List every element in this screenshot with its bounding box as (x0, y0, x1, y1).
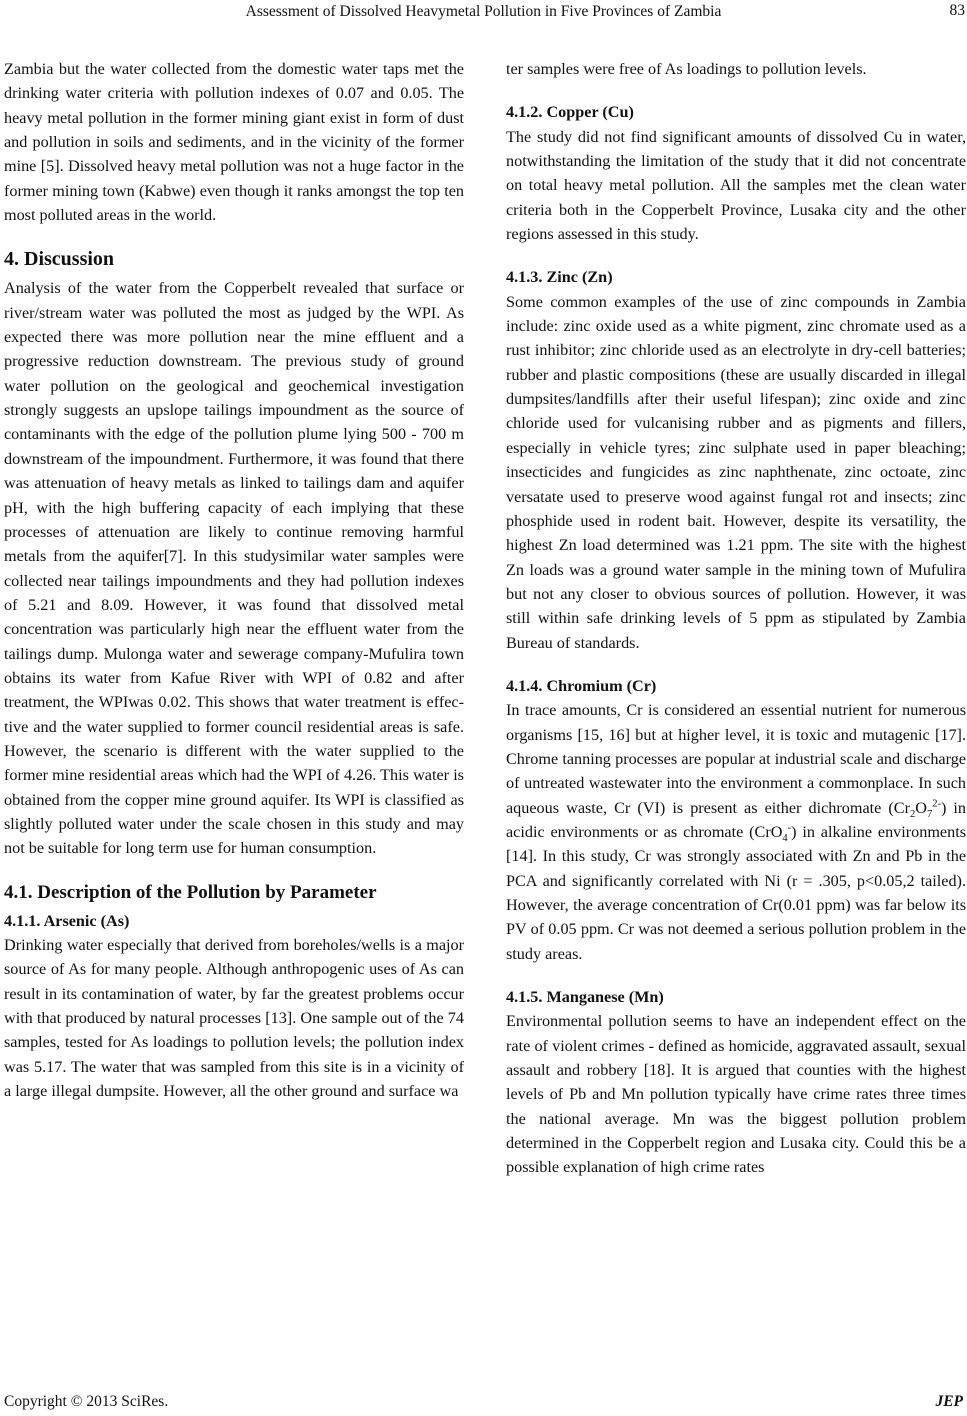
left-column (4, 57, 464, 1103)
manganese-heading: 4.1.5. Manganese (Mn) (506, 988, 664, 1007)
discussion-heading: 4. Discussion (4, 248, 115, 271)
arsenic-paragraph: Drinking water especially that derived from boreholes/wells is a major source of As for many people. Although anthropogenic uses of As can result in its contamination of water, by far the greatest problems occur with that produced by natural processes [13]. One sample out of the 74 samples, tested for As loadings to pollution levels; the pollution index was 5.17. The water that was sampled from this site is in a vicinity of a large illegal dumpsite. However, all the other ground and surface wa (4, 936, 464, 1101)
copyright-notice: Copyright © 2013 SciRes. (4, 1393, 169, 1410)
manganese-paragraph: Environmental pollution seems to have an independent effect on the rate of violent crimes - defined as homicide, aggravated assault, sexual assault and robbery [18]. It is argued that counties with the highest levels of Pb and Mn pollution typically have crime rates three times the national average. Mn was the biggest pollution problem determined in the Copperbelt region and Lusaka city. Could this be a possible explanation of high crime rates (506, 1012, 966, 1177)
chromium-oxygen: O (915, 798, 927, 817)
chromium-subscript-4: 4 (782, 833, 788, 845)
chromium-heading: 4.1.4. Chromium (Cr) (506, 676, 657, 695)
right-column (506, 57, 966, 1180)
chromium-text-b: ) in acidic environments or as chromate (CrO (506, 798, 966, 841)
intro-paragraph: Zambia but the water collected from the domestic water taps met the drinking water criteria with pollution indexes of 0.07 and 0.05. The heavy metal pollution in the former mining giant exist in form of dust and pollution in soils and sediments, and in the vicinity of the former mine [5]. Dissolved heavy metal pollution was not a huge factor in the former mining town (Kabwe) even though it ranks amongst the top ten most polluted areas in the world. (4, 60, 464, 225)
running-title: Assessment of Dissolved Heavymetal Pollution in Five Provinces of Zambia (245, 3, 722, 20)
chromium-paragraph (506, 698, 966, 966)
chromium-superscript-minus: - (787, 822, 792, 834)
discussion-paragraph: Analysis of the water from the Copperbelt revealed that surface or river/stream water was polluted the most as judged by the WPI. As expected there was more pollution near the mine effluent and a progressive reduction downstream. The previous study of ground water pollution on the geological and geochemical investigation strongly suggests an upslope tailings impoundment as the source of contaminants with the edge of the pollution plume lying 500 - 700 m downstream of the impoundment. Furthermore, it was found that there was attenuation of heavy metals as linked to tailings dam and aquifer pH, with the high buffering capacity of each implying that these processes of attenuation are likely to continue removing harmful metals from the aquifer[7]. In this studysimilar water samples were collected near tailings impoundments and they had pollution indexes of 5.21 and 8.09. However, it was found that dissolved metal concentration was particularly high near the effluent water from the tailings dump. Mulonga water and sewerage company-Mufulira town obtains its water from Kafue River with WPI of 0.82 and after treatment, the WPIwas 0.02. This shows that water treatment is effective and the water supplied to former council residential areas is safe. However, the scenario is different with the water supplied to the former mine residential areas which had the WPI of 4.26. This water is obtained from the copper mine ground aquifer. Its WPI is classified as slightly polluted water under the scale chosen in this study and may not be suitable for long term use for human consumption. (4, 279, 464, 858)
page-header (0, 2, 967, 24)
chromium-subscript-2: 2 (909, 808, 916, 820)
chromium-superscript-charge: 2- (932, 798, 941, 810)
arsenic-heading: 4.1.1. Arsenic (As) (4, 911, 130, 930)
journal-abbreviation: JEP (935, 1393, 963, 1410)
chromium-text-c: ) in alkaline environments [14]. In this study, Cr was strongly associated with Zn and Pb in the PCA and significantly correlated with Ni (r = .305, p<0.05,2 tailed). However, the average concentration of Cr(0.01 ppm) was far below its PV of 0.05 ppm. Cr was not deemed a serious pollution problem in the study areas. (506, 822, 966, 963)
chromium-text-a: In trace amounts, Cr is considered an essential nutrient for numerous organisms [15, 16] but at higher level, it is toxic and mutagenic [17]. Chrome tanning processes are popular at industrial scale and discharge of untreated wastewater into the environment a commonplace. In such aqueous waste, Cr (VI) is present as either dichromate (Cr (506, 701, 966, 817)
section-4-1-heading: 4.1. Description of the Pollution by Parameter (4, 881, 377, 903)
page-number: 83 (949, 2, 965, 19)
arsenic-continuation: ter samples were free of As loadings to pollution levels. (506, 60, 867, 78)
copper-heading: 4.1.2. Copper (Cu) (506, 103, 634, 122)
zinc-heading: 4.1.3. Zinc (Zn) (506, 268, 613, 287)
zinc-paragraph: Some common examples of the use of zinc compounds in Zambia include: zinc oxide used as a white pigment, zinc chromate used as a rust inhibitor; zinc chloride used as an electrolyte in dry-cell batteries; rubber and plastic compositions (these are usually discarded in illegal dumpsites/landfills after their useful lifespan); zinc oxide and zinc chloride used for vulcanising rubber and as pigments and fillers, especially in vehicle tyres; zinc sulphate used in paper bleaching; insecticides and fungicides as zinc naphthenate, zinc octoate, zinc versatate used to preserve wood against fungal rot and insects; zinc phosphide used in rodent bait. However, despite its versatility, the highest Zn load determined was 1.21 ppm. The site with the highest Zn loads was a ground water sample in the mining town of Mufulira but not any closer to obvious sources of pollution. However, it was still within safe drinking levels of 5 ppm as stipulated by Zambia Bureau of standards. (506, 292, 966, 652)
chromium-subscript-7: 7 (926, 808, 933, 820)
page-footer (4, 1392, 965, 1414)
copper-paragraph: The study did not find significant amounts of dissolved Cu in water, notwithstanding the limitation of the study that it did not concentrate on total heavy metal pollution. All the samples met the clean water criteria both in the Copperbelt Province, Lusaka city and the other regions assessed in this study. (506, 127, 966, 244)
